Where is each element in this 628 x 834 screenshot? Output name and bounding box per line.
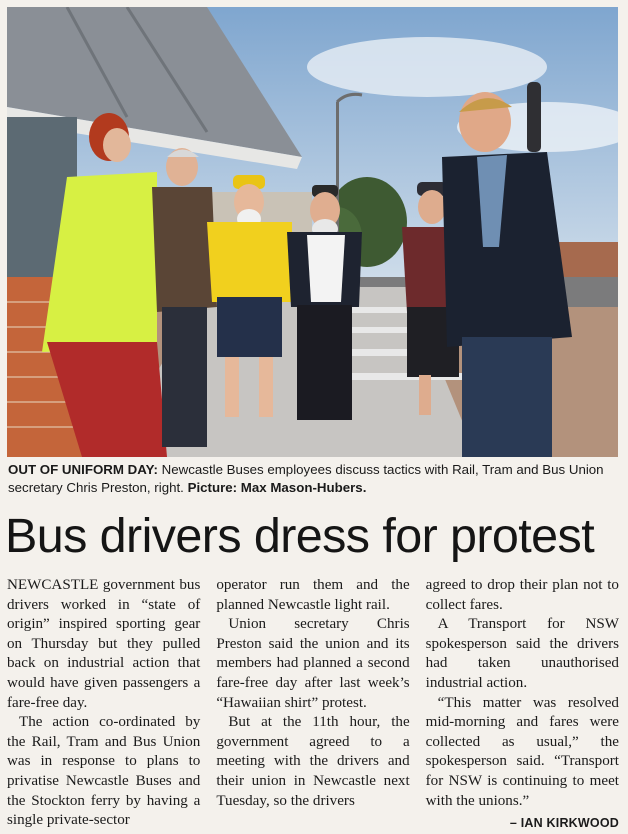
photo-caption bbox=[8, 461, 620, 497]
caption-text: Newcastle Buses employees discuss tactics with Rail, Tram and Bus Union secretary Chris Preston, right. bbox=[8, 462, 604, 495]
paragraph: Union secretary Chris Preston said the union and its members had planned a second fare-free day after last week’s “Hawaiian shirt” protest. bbox=[216, 616, 410, 711]
article-column-2 bbox=[216, 576, 409, 834]
byline: – IAN KIRKWOOD bbox=[509, 816, 619, 831]
paragraph: agreed to drop their plan not to collect fares. bbox=[425, 577, 619, 613]
article-column-1 bbox=[7, 576, 200, 834]
photo-illustration bbox=[7, 7, 618, 457]
paragraph: NEWCASTLE government bus drivers worked in “state of origin” inspired sporting gear on Thursday but they pulled back on industrial action that would have given passengers a fare-free day. bbox=[7, 577, 201, 711]
article-column-3 bbox=[426, 576, 619, 834]
paragraph: A Transport for NSW spokesperson said the drivers had taken unauthorised industrial action. bbox=[425, 616, 619, 691]
paragraph: “This matter was resolved mid-morning and fares were collected as usual,” the spokesperson said. “Transport for NSW is continuing to meet with the unions.” bbox=[425, 694, 619, 809]
headline: Bus drivers dress for protest bbox=[5, 509, 595, 563]
paragraph: The action co-ordinated by the Rail, Tram and Bus Union was in response to plans to privatise Newcastle Buses and the Stockton ferry by having a single private-sector bbox=[7, 714, 201, 829]
paragraph: operator run them and the planned Newcastle light rail. bbox=[216, 577, 410, 613]
paragraph: But at the 11th hour, the government agreed to a meeting with the drivers and their union in Newcastle next Tuesday, so the drivers bbox=[216, 714, 410, 809]
caption-credit: Picture: Max Mason-Hubers. bbox=[187, 480, 367, 495]
article-body bbox=[7, 576, 619, 834]
news-photo bbox=[7, 7, 618, 457]
caption-lead: OUT OF UNIFORM DAY: bbox=[8, 462, 158, 477]
